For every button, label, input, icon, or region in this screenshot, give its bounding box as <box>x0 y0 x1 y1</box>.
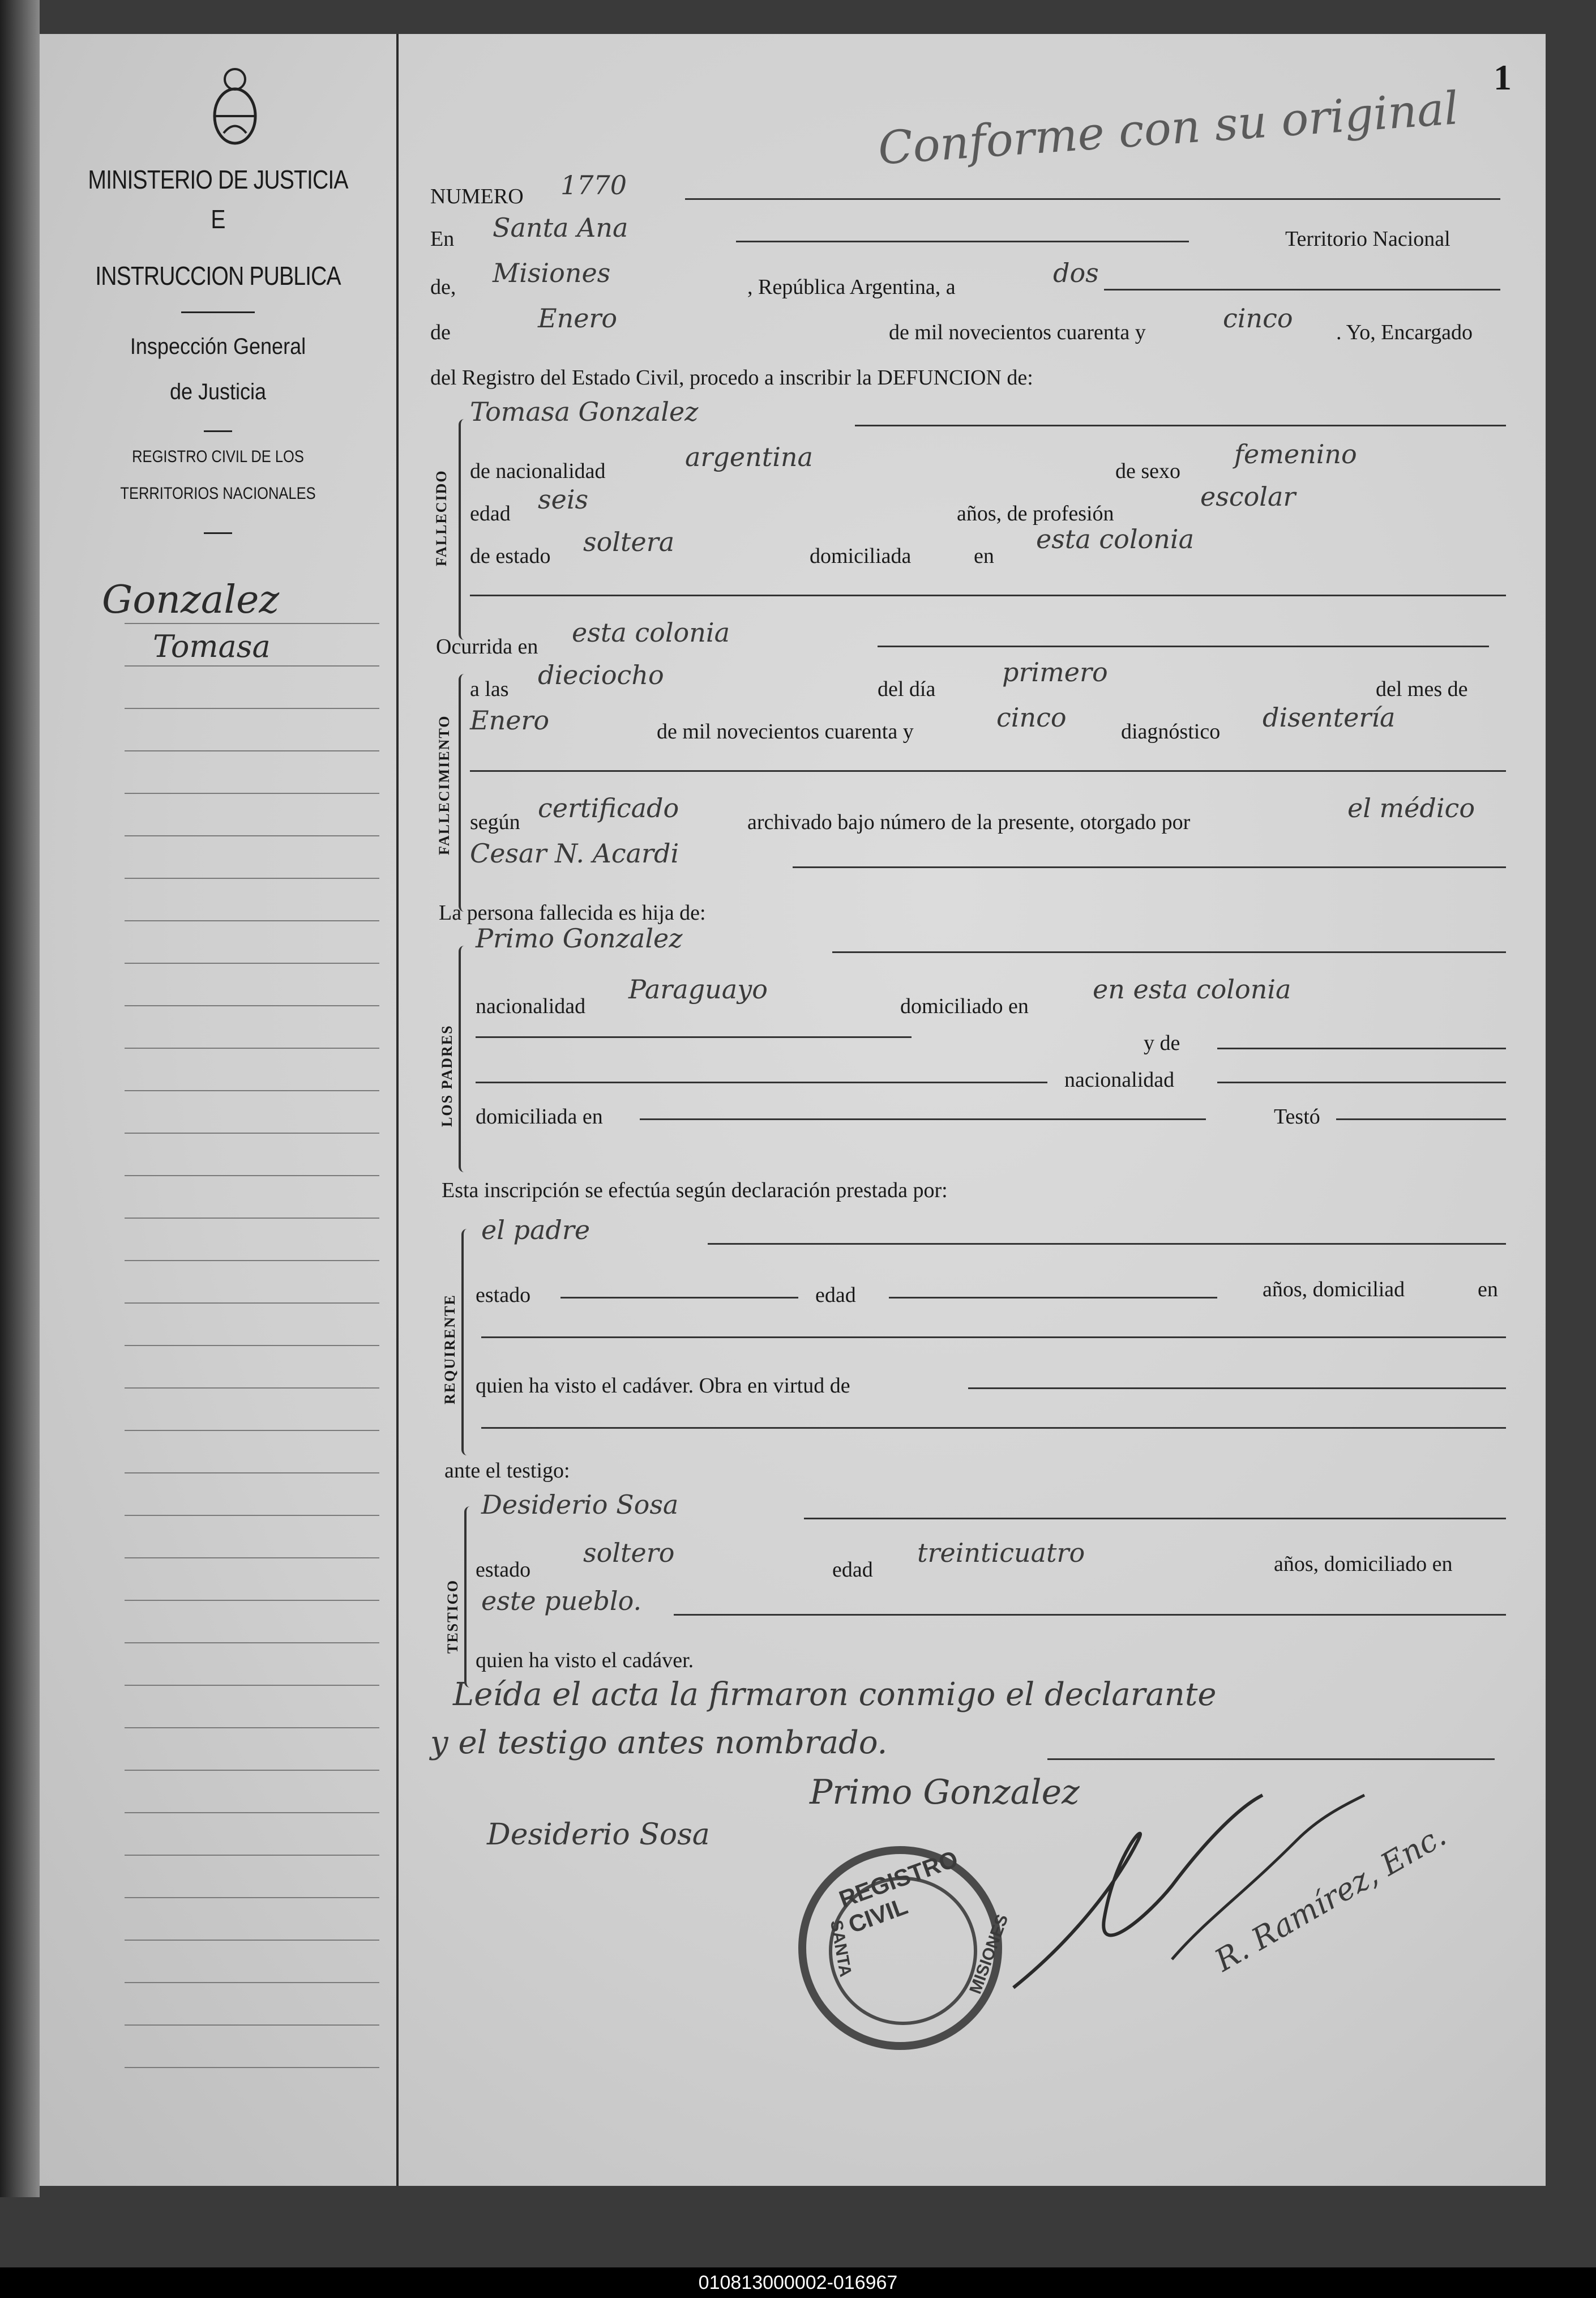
rule-line <box>481 1336 1506 1338</box>
stub-surname: Gonzalez <box>102 578 280 622</box>
yde-label: y de <box>1144 1031 1180 1055</box>
registro-label: del Registro del Estado Civil, procedo a inscribir la DEFUNCION de: <box>430 366 1033 390</box>
section-brace <box>464 1506 471 1688</box>
delmes-label: del mes de <box>1376 677 1468 701</box>
fallecimiento-side-label: FALLECIMIENTO <box>436 715 452 855</box>
estado3-label: estado <box>476 1558 531 1582</box>
edad3-label: edad <box>832 1558 873 1582</box>
profesion-value: escolar <box>1200 481 1296 512</box>
stub-line <box>125 1472 379 1473</box>
mil2-label: de mil novecientos cuarenta y <box>657 720 914 744</box>
document-page <box>40 34 1546 2186</box>
rule-line <box>1336 1118 1506 1120</box>
edad2-label: edad <box>815 1283 856 1307</box>
stamp-right-text: MISIONES <box>966 1912 1012 1997</box>
padre-nacionalidad: Paraguayo <box>628 974 768 1005</box>
month-value: Enero <box>538 303 618 334</box>
stamp-left-text: SANTA <box>827 1919 855 1979</box>
mes-value: Enero <box>470 705 550 736</box>
republica-label: , República Argentina, a <box>747 275 956 299</box>
medico-name: Cesar N. Acardi <box>470 838 679 869</box>
padre-domicilio: en esta colonia <box>1093 974 1291 1005</box>
domiciliado-label: domiciliado en <box>900 994 1029 1018</box>
visto-label: quien ha visto el cadáver. Obra en virtud de <box>476 1374 850 1398</box>
closing-line1: Leída el acta la firmaron conmigo el declarante <box>453 1676 1217 1713</box>
de-label: de, <box>430 275 456 299</box>
otorgado-value: el médico <box>1347 793 1475 823</box>
section-brace <box>459 946 465 1172</box>
dia-value: primero <box>1002 657 1108 687</box>
deceased-name: Tomasa Gonzalez <box>470 396 699 427</box>
stub-line <box>125 1855 379 1856</box>
section-brace <box>459 419 465 640</box>
stub-line <box>125 623 379 624</box>
stub-line <box>125 1387 379 1389</box>
nacionalidad-label: de nacionalidad <box>470 459 606 483</box>
registry-stamp <box>798 1845 1012 2050</box>
stub-line <box>125 1727 379 1728</box>
day-value: dos <box>1053 258 1099 288</box>
stub-line <box>125 1897 379 1898</box>
signature-flourish <box>1002 1772 1398 1999</box>
stub-line <box>125 1005 379 1006</box>
stub-line <box>125 835 379 836</box>
requirente-value: el padre <box>481 1215 591 1245</box>
stub-line <box>125 793 379 794</box>
rule-line <box>476 1082 1047 1083</box>
en2-label: en <box>974 544 994 568</box>
diagnostico-value: disentería <box>1263 702 1396 733</box>
stub-line <box>125 1345 379 1346</box>
rule-line <box>793 866 1506 868</box>
stub-line <box>125 1430 379 1431</box>
padre-name: Primo Gonzalez <box>476 923 683 954</box>
testigo-label: ante el testigo: <box>444 1459 570 1483</box>
stub-line <box>125 1260 379 1261</box>
signature-padre: Primo Gonzalez <box>810 1772 1080 1812</box>
stub-line <box>125 1302 379 1304</box>
rule-line <box>736 241 1189 242</box>
fallecido-side-label: FALLECIDO <box>433 469 450 566</box>
hora-value: dieciocho <box>538 660 664 690</box>
estado2-label: estado <box>476 1283 531 1307</box>
rule-line <box>1047 1758 1495 1760</box>
stub-line <box>125 708 379 709</box>
stub-line <box>125 2067 379 2068</box>
testo-label: Testó <box>1274 1105 1320 1129</box>
stub-line <box>125 1515 379 1516</box>
archivado-label: archivado bajo número de la presente, otorgado por <box>747 810 1191 834</box>
territorio-label: Territorio Nacional <box>1285 227 1450 251</box>
stub-line <box>125 665 379 667</box>
rule-line <box>685 198 1500 200</box>
stub-line <box>125 963 379 964</box>
rule-line <box>878 646 1489 647</box>
section-brace <box>459 674 465 912</box>
ministry-line2: E <box>211 204 225 234</box>
stub-divider-small <box>204 532 232 534</box>
stub-line <box>125 1812 379 1813</box>
sexo-label: de sexo <box>1115 459 1181 483</box>
mil-label: de mil novecientos cuarenta y <box>889 321 1146 344</box>
stub-line <box>125 1175 379 1176</box>
rule-line <box>476 1036 912 1038</box>
segun-label: según <box>470 810 520 834</box>
coat-of-arms-icon <box>209 62 260 147</box>
rule-line <box>1217 1082 1506 1083</box>
hija-label: La persona fallecida es hija de: <box>439 901 706 925</box>
stamp-text: REGISTRO CIVIL <box>835 1845 961 1938</box>
anos-label: años, de profesión <box>957 502 1114 526</box>
rule-line <box>804 1518 1506 1519</box>
rule-line <box>889 1297 1217 1299</box>
rule-line <box>481 1427 1506 1429</box>
stub-line <box>125 1048 379 1049</box>
registry-line1: REGISTRO CIVIL DE LOS <box>132 447 304 466</box>
yo-label: . Yo, Encargado <box>1336 321 1473 344</box>
stub-line <box>125 1770 379 1771</box>
stub-line <box>125 1642 379 1643</box>
inspection-line2: de Justicia <box>169 379 267 404</box>
stub-given-name: Tomasa <box>153 629 271 664</box>
stub-line <box>125 2024 379 2026</box>
numero-value: 1770 <box>560 170 627 200</box>
domiciliada2-label: domiciliada en <box>476 1105 603 1129</box>
page-number: 1 <box>1494 57 1512 97</box>
stub-divider <box>181 311 255 313</box>
stub-line <box>125 1090 379 1091</box>
testigo-estado: soltero <box>583 1537 675 1568</box>
anos3-label: años, domiciliado en <box>1274 1552 1453 1576</box>
testigo-name: Desiderio Sosa <box>481 1489 679 1520</box>
testigo-edad: treinticuatro <box>917 1537 1085 1568</box>
section-brace <box>461 1229 468 1455</box>
anos2-label: años, domiciliad <box>1263 1278 1405 1301</box>
stub-line <box>125 1218 379 1219</box>
signature-encargado: R. Ramírez, Enc. <box>1209 1817 1452 1979</box>
numero-label: NUMERO <box>430 185 524 208</box>
archive-id-footer: 010813000002-016967 <box>0 2267 1596 2298</box>
rule-line <box>560 1297 798 1299</box>
rule-line <box>1217 1048 1506 1049</box>
stub-column <box>40 34 399 2186</box>
year2-value: cinco <box>996 702 1067 733</box>
rule-line <box>708 1243 1506 1245</box>
rule-line <box>470 770 1506 772</box>
stub-line <box>125 878 379 879</box>
domicilio-value: esta colonia <box>1036 524 1194 554</box>
estado-label: de estado <box>470 544 551 568</box>
stub-line <box>125 1133 379 1134</box>
ocurrida-label: Ocurrida en <box>436 635 538 659</box>
alas-label: a las <box>470 677 509 701</box>
stub-line <box>125 1600 379 1601</box>
inscripcion-label: Esta inscripción se efectúa según declaración prestada por: <box>442 1178 948 1202</box>
inspection-line1: Inspección General <box>130 334 306 359</box>
header-scrawl: Conforme con su original <box>876 82 1461 175</box>
stub-line <box>125 1685 379 1686</box>
stub-line <box>125 750 379 751</box>
en-label: En <box>430 227 455 251</box>
nacionalidad3-label: nacionalidad <box>1064 1068 1175 1092</box>
stub-line <box>125 1940 379 1941</box>
diagnostico-label: diagnóstico <box>1121 720 1221 744</box>
signature-testigo: Desiderio Sosa <box>487 1818 710 1852</box>
domiciliada-label: domiciliada <box>810 544 912 568</box>
edad-label: edad <box>470 502 511 526</box>
visto2-label: quien ha visto el cadáver. <box>476 1648 694 1672</box>
estado-value: soltera <box>583 527 675 557</box>
en-value: Santa Ana <box>493 212 628 243</box>
rule-line <box>832 951 1506 953</box>
nacionalidad-value: argentina <box>685 442 813 472</box>
edad-value: seis <box>538 484 589 515</box>
rule-line <box>968 1387 1506 1389</box>
rule-line <box>855 425 1506 426</box>
closing-line2: y el testigo antes nombrado. <box>430 1724 888 1761</box>
padres-side-label: LOS PADRES <box>439 1024 455 1127</box>
rule-line <box>470 595 1506 596</box>
stub-line <box>125 1982 379 1983</box>
segun-value: certificado <box>538 793 679 823</box>
testigo-domicilio: este pueblo. <box>481 1586 642 1616</box>
stub-line <box>125 920 379 921</box>
book-binding <box>0 0 40 2197</box>
ministry-line3: INSTRUCCION PUBLICA <box>95 261 341 291</box>
stub-line <box>125 1557 379 1558</box>
de-value: Misiones <box>493 258 611 288</box>
year-value: cinco <box>1223 303 1293 334</box>
deldia-label: del día <box>878 677 936 701</box>
registry-line2: TERRITORIOS NACIONALES <box>120 484 316 503</box>
de2-label: de <box>430 321 451 344</box>
rule-line <box>1104 289 1500 291</box>
sexo-value: femenino <box>1234 439 1357 469</box>
en3-label: en <box>1478 1278 1498 1301</box>
nacionalidad2-label: nacionalidad <box>476 994 586 1018</box>
ministry-line1: MINISTERIO DE JUSTICIA <box>88 165 348 194</box>
ocurrida-value: esta colonia <box>572 617 730 648</box>
testigo-side-label: TESTIGO <box>444 1579 461 1654</box>
requirente-side-label: REQUIRENTE <box>442 1294 458 1404</box>
rule-line <box>640 1118 1206 1120</box>
rule-line <box>674 1614 1506 1616</box>
stub-divider-small <box>204 430 232 432</box>
